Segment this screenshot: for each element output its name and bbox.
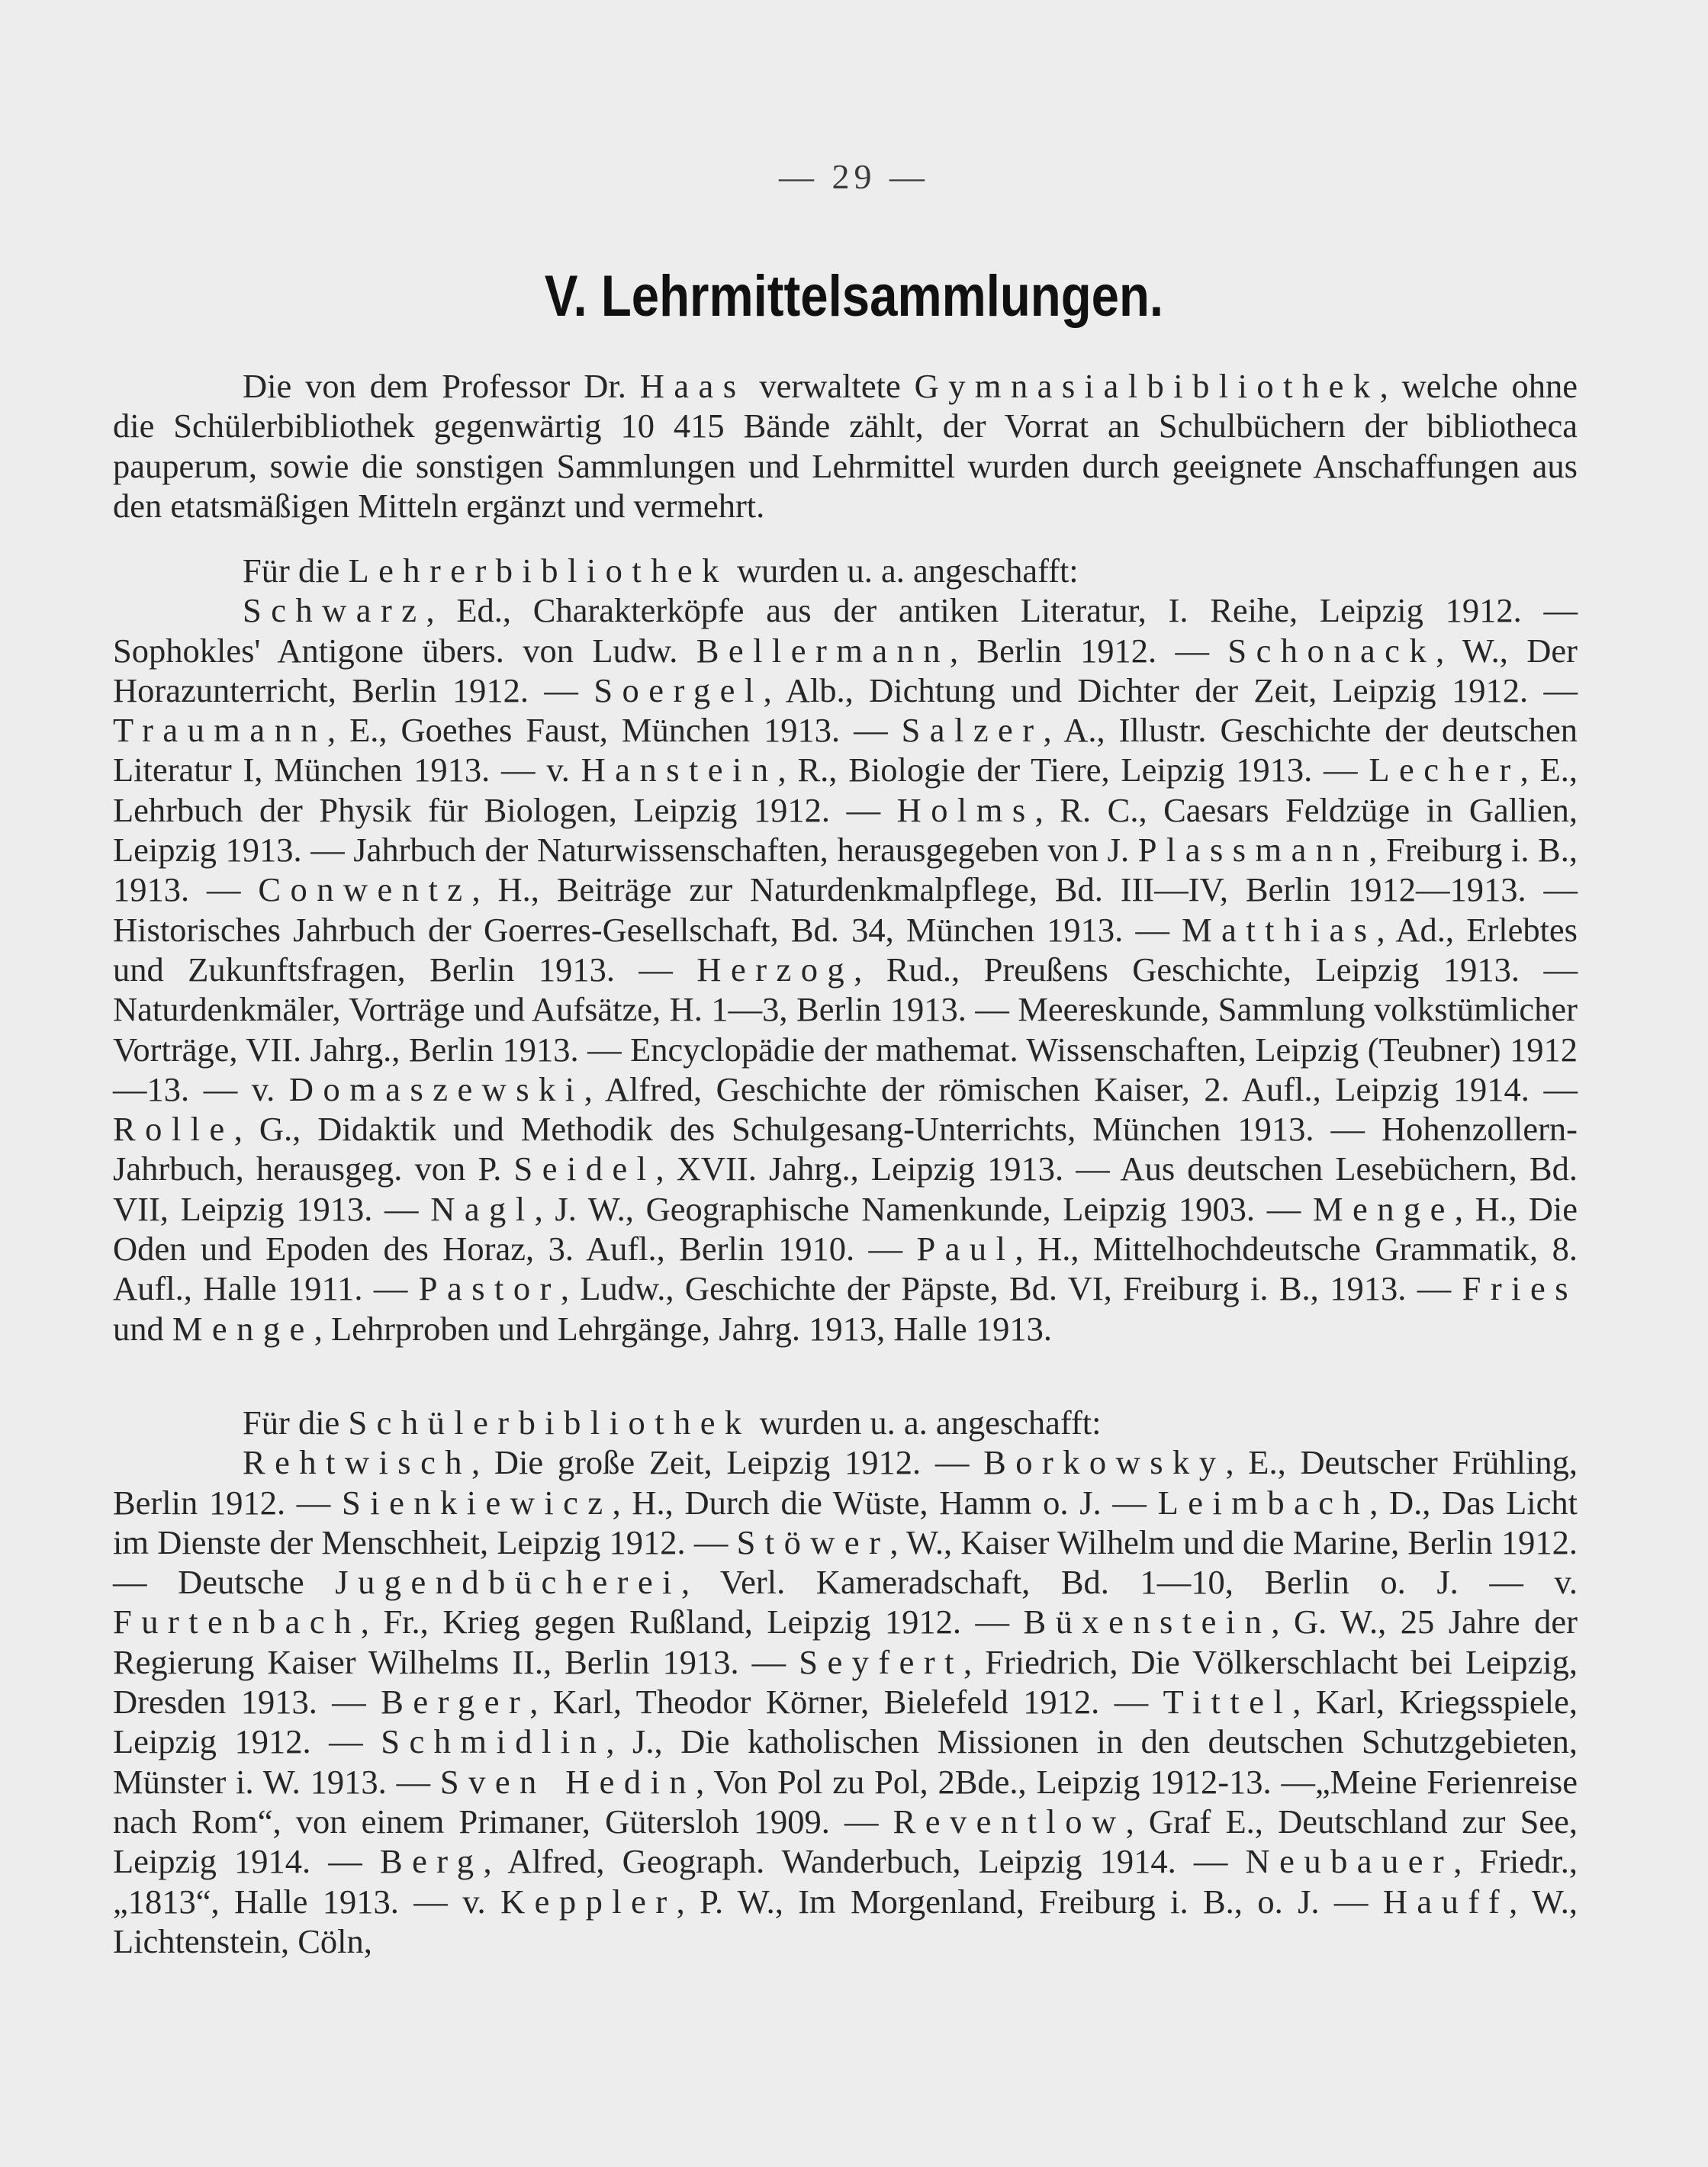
chapter-title: V. Lehrmittelsammlungen. xyxy=(544,264,1164,329)
book-author: Domaszewski xyxy=(288,1069,584,1108)
book-details: , Von Pol zu Pol, 2Bde., Leipzig 1912-13. —„Meine Ferienreise nach Rom“, von einem Primaner, Gütersloh 1909. — xyxy=(113,1762,1578,1841)
intro-text: Die von dem Professor Dr. xyxy=(243,367,640,405)
book-author: Menge xyxy=(172,1309,314,1348)
book-author: Sven Hedin xyxy=(439,1762,696,1801)
book-author: Rolle xyxy=(113,1110,234,1149)
book-author: Furtenbach xyxy=(113,1603,361,1641)
book-author: Fries xyxy=(1462,1269,1578,1308)
book-author: Borkowsky xyxy=(983,1443,1226,1482)
book-author: Tittel xyxy=(1163,1683,1293,1722)
book-details: , Friedr., „1813“, Halle 1913. — v. xyxy=(113,1842,1578,1921)
library-name: Gymnasialbibliothek xyxy=(914,367,1380,405)
book-author: Berger xyxy=(381,1683,530,1722)
book-details: , Fr., Krieg gegen Rußland, Leipzig 1912. — xyxy=(360,1603,1024,1641)
student-library-section xyxy=(113,1403,1578,1961)
book-details: , Freiburg i. B., 1913. — xyxy=(113,831,1578,909)
book-author: Leimbach xyxy=(1157,1483,1370,1522)
book-author: Pastor xyxy=(418,1269,561,1308)
book-details: , XVII. Jahrg., Leipzig 1913. — Aus deutschen Lesebüchern, Bd. VII, Leipzig 1913. — xyxy=(113,1149,1578,1228)
book-details: , Ed., Charakterköpfe aus der antiken Literatur, I. Reihe, Leipzig 1912. — Sophokles' Antigone übers. von Ludw. xyxy=(113,591,1578,670)
book-details: , E., Deutscher Frühling, Berlin 1912. — xyxy=(113,1443,1578,1522)
section-lead: wurden u. a. angeschafft: xyxy=(728,551,1079,590)
book-details: , Berlin 1912. — xyxy=(949,631,1228,670)
section-lead-name: Lehrerbibliothek xyxy=(348,551,729,590)
book-author: Traumann xyxy=(113,711,327,750)
book-author: Seyfert xyxy=(799,1642,963,1681)
book-author: Stöwer xyxy=(736,1522,890,1561)
book-author: Bellermann xyxy=(696,631,950,670)
person-name: Haas xyxy=(639,367,746,405)
section-lead: wurden u. a. angeschafft: xyxy=(751,1403,1102,1442)
book-details: , Alb., Dichtung und Dichter der Zeit, Leipzig 1912. — xyxy=(763,670,1578,709)
book-details: , Die große Zeit, Leipzig 1912. — xyxy=(471,1443,984,1482)
book-details: , G., Didaktik und Methodik des Schulgesang-Unterrichts, München 1913. — Hohenzollern-Jahrbuch, herausgeg. von P. xyxy=(113,1110,1578,1188)
book-author: Menge xyxy=(1312,1189,1455,1228)
section-lead: Für die xyxy=(243,551,349,590)
book-author: Plassmann xyxy=(1137,831,1369,870)
book-author: Schwarz xyxy=(243,591,426,630)
book-author: Soergel xyxy=(593,670,764,709)
book-author: Hauff xyxy=(1382,1882,1510,1921)
book-details: , G. W., 25 Jahre der Regierung Kaiser Wilhelms II., Berlin 1913. — xyxy=(113,1603,1578,1681)
book-author: Holms xyxy=(896,790,1035,829)
book-author: Schonack xyxy=(1227,631,1436,670)
book-details: , Karl, Kriegsspiele, Leipzig 1912. — xyxy=(113,1683,1578,1761)
section-lead: Für die xyxy=(243,1403,349,1442)
page-number: — 29 — xyxy=(779,157,929,196)
teacher-library-section xyxy=(113,551,1578,1349)
book-author: Berg xyxy=(379,1842,484,1881)
book-details: , H., Mittelhochdeutsche Grammatik, 8. Aufl., Halle 1911. — xyxy=(113,1230,1578,1308)
book-author: Schmidlin xyxy=(381,1722,606,1761)
book-author: Seidel xyxy=(513,1149,656,1188)
book-details: , Ludw., Geschichte der Päpste, Bd. VI, Freiburg i. B., 1913. — xyxy=(560,1269,1462,1308)
book-details: , Alfred, Geschichte der römischen Kaiser, 2. Aufl., Leipzig 1914. — xyxy=(584,1069,1578,1108)
book-details: , J., Die katholischen Missionen in den deutschen Schutzgebieten, Münster i. W. 1913. — xyxy=(113,1722,1578,1801)
book-details: , R., Biologie der Tiere, Leipzig 1913. — xyxy=(777,751,1369,789)
book-details: , Friedrich, Die Völkerschlacht bei Leipzig, Dresden 1913. — xyxy=(113,1642,1578,1722)
book-author: Keppler xyxy=(500,1882,677,1921)
book-details: , Verl. Kameradschaft, Bd. 1—10, Berlin o. J. — v. xyxy=(681,1563,1578,1602)
book-details: , Lehrproben und Lehrgänge, Jahrg. 1913, Halle 1913. xyxy=(314,1309,1052,1348)
book-details: , W., Der Horazunterricht, Berlin 1912. — xyxy=(113,631,1578,709)
book-details: , W., Kaiser Wilhelm und die Marine, Berlin 1912. — Deutsche xyxy=(113,1522,1578,1602)
book-details: , Graf E., Deutschland zur See, Leipzig 1914. — xyxy=(113,1802,1578,1881)
book-details: , H., Die Oden und Epoden des Horaz, 3. Aufl., Berlin 1910. — xyxy=(113,1189,1578,1268)
book-details: , E., Lehrbuch der Physik für Biologen, Leipzig 1912. — xyxy=(113,751,1578,829)
book-details: , Alfred, Geograph. Wanderbuch, Leipzig 1914. — xyxy=(483,1842,1246,1881)
book-details: , Karl, Theodor Körner, Bielefeld 1912. — xyxy=(529,1683,1163,1722)
book-details: , Ad., Erlebtes und Zukunftsfragen, Berlin 1913. — xyxy=(113,910,1578,989)
book-author: Paul xyxy=(916,1230,1015,1268)
intro-text: , welche ohne die Schülerbibliothek gegenwärtig 10 415 Bände zählt, der Vorrat an Schulbüchern der bibliotheca pauperum, sowie die sonstigen Sammlungen und Lehrmittel wurden durch geeignete Anschaffungen aus den etatsmäßigen Mitteln ergänzt und vermehrt. xyxy=(113,367,1578,525)
book-details: , J. W., Geographische Namenkunde, Leipzig 1903. — xyxy=(534,1189,1313,1228)
book-details: und xyxy=(113,1309,172,1348)
book-author: Sienkiewicz xyxy=(342,1483,613,1522)
book-details: , W., Lichtenstein, Cöln, xyxy=(113,1882,1578,1960)
teacher-book-list xyxy=(113,590,1578,1349)
book-details: , Rud., Preußens Geschichte, Leipzig 1913. — Naturdenkmäler, Vorträge und Aufsätze, H. 1—3, Berlin 1913. — Meereskunde, Sammlung volkstümlicher Vorträge, VII. Jahrg., Berlin 1913. — Encyclopädie der mathemat. Wissenschaften, Leipzig (Teubner) 1912—13. — v. xyxy=(113,950,1578,1108)
book-author: Nagl xyxy=(430,1189,535,1228)
book-details: , E., Goethes Faust, München 1913. — xyxy=(326,711,902,750)
section-lead-name: Schülerbibliothek xyxy=(348,1403,751,1442)
student-book-list xyxy=(113,1442,1578,1961)
book-author: Neubauer xyxy=(1245,1842,1454,1881)
book-details: , R. C., Caesars Feldzüge in Gallien, Leipzig 1913. — Jahrbuch der Naturwissenschaften, herausgegeben von J. xyxy=(113,790,1578,870)
book-author: Lecher xyxy=(1369,751,1520,789)
book-author: Jugendbücherei xyxy=(335,1563,681,1602)
book-details: , D., Das Licht im Dienste der Menschheit, Leipzig 1912. — xyxy=(113,1483,1578,1561)
book-details: , P. W., Im Morgenland, Freiburg i. B., o. J. — xyxy=(676,1882,1383,1921)
intro-paragraph xyxy=(113,366,1578,526)
book-author: Herzog xyxy=(696,950,854,989)
book-details: , A., Illustr. Geschichte der deutschen Literatur I, München 1913. — v. xyxy=(113,711,1578,789)
book-details: , H., Beiträge zur Naturdenkmalpflege, Bd. III—IV, Berlin 1912—1913. — Historisches Jahrbuch der Goerres-Gesellschaft, Bd. 34, München 1913. — xyxy=(113,870,1578,949)
book-author: Büxenstein xyxy=(1023,1603,1272,1641)
book-details: , H., Durch die Wüste, Hamm o. J. — xyxy=(612,1483,1158,1522)
book-author: Reventlow xyxy=(893,1802,1126,1841)
book-author: Hanstein xyxy=(581,751,778,789)
book-author: Rehtwisch xyxy=(243,1443,472,1482)
book-author: Conwentz xyxy=(258,870,472,909)
book-author: Salzer xyxy=(901,711,1044,750)
intro-text: verwaltete xyxy=(745,367,915,405)
book-author: Matthias xyxy=(1182,910,1377,949)
